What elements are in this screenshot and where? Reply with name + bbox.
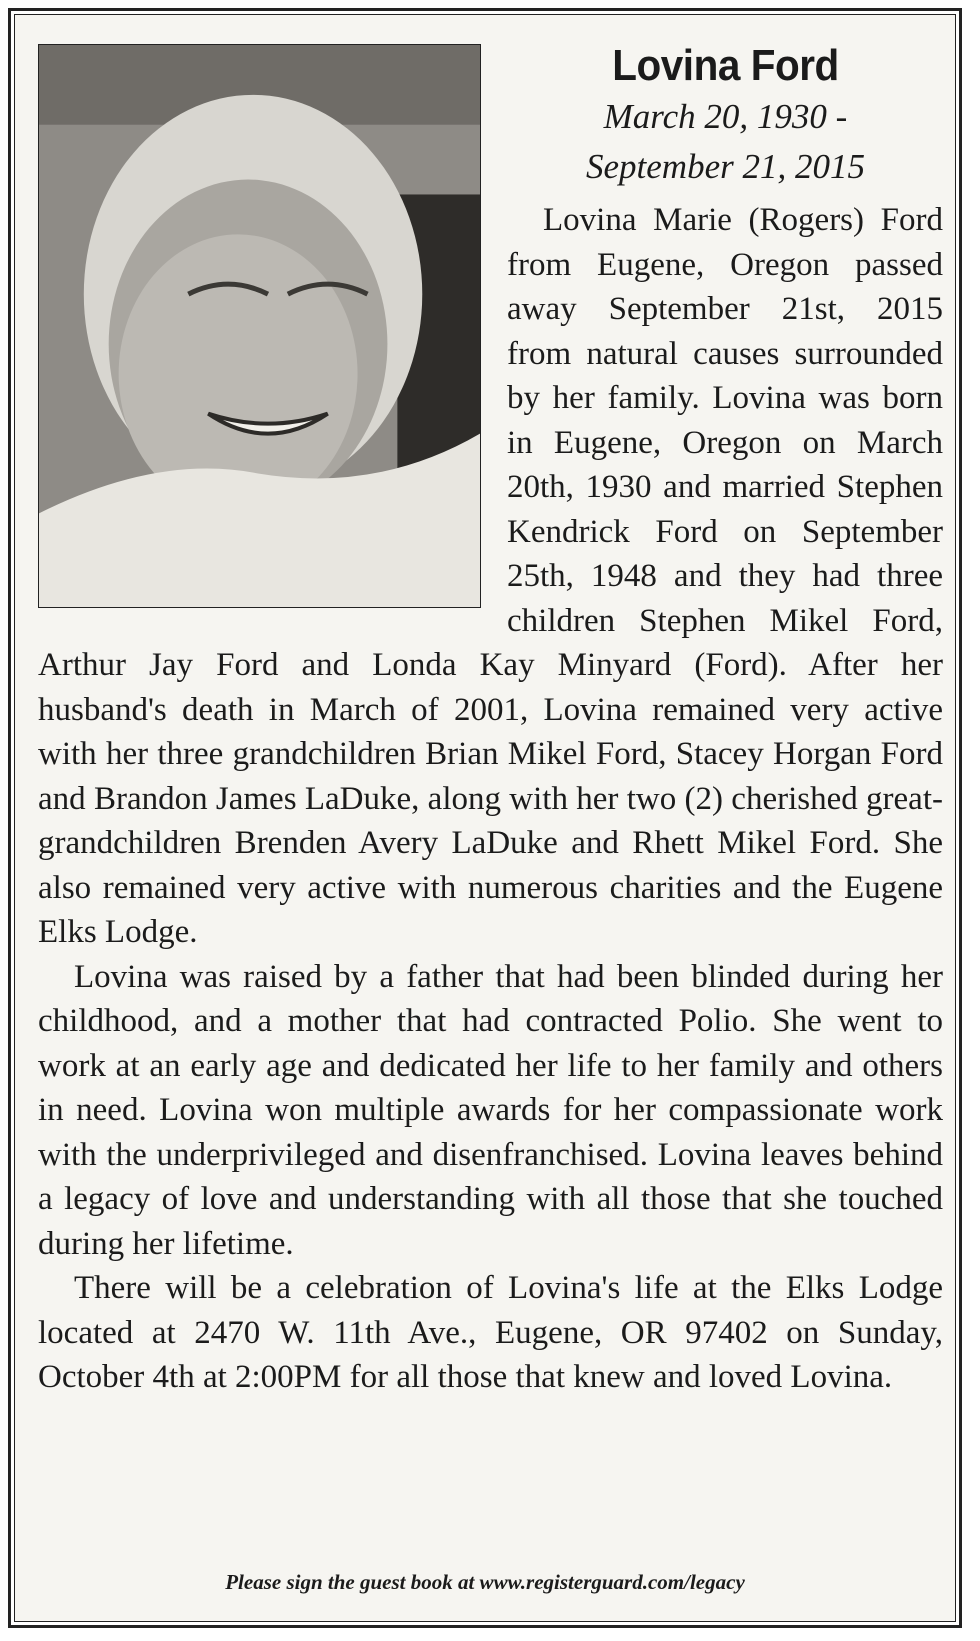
deceased-name: Lovina Ford [612,41,839,90]
birth-date: March 20, 1930 - [603,97,848,136]
paragraph-1: Lovina Marie (Rogers) Ford from Eugene, Oregon passed away September 21st, 2015 from natural causes surrounded by her family. Lovina was born in Eugene, Oregon on March 20th, 1930 and married Stephen Kendrick Ford on September 25th, 1948 and they had three children Stephen Mikel Ford, Arthur Jay Ford and Londa Kay Minyard (Ford). After her husband's death in March of 2001, Lovina remained very active with her three grandchildren Brian Mikel Ford, Stacey Horgan Ford and Brandon James LaDuke, along with her two (2) cherished great-grandchildren Brenden Avery LaDuke and Rhett Mikel Ford. She also remained very active with numerous charities and the Eugene Elks Lodge. [38,202,943,950]
paragraph-2: Lovina was raised by a father that had been blinded during her childhood, and a mother that had contracted Polio. She went to work at an early age and dedicated her life to her family and others in need. Lovina won multiple awards for her compassionate work with the underprivileged and disenfranchised. Lovina leaves behind a legacy of love and understanding with all those that she touched during her lifetime. [38,958,943,1262]
portrait-photo [38,44,481,608]
portrait-image [39,45,480,607]
guest-book-note: Please sign the guest book at www.registerguard.com/legacy [225,1570,745,1594]
death-date: September 21, 2015 [586,147,865,186]
obituary-content [38,40,943,1400]
paragraph-3: There will be a celebration of Lovina's life at the Elks Lodge located at 2470 W. 11th Ave., Eugene, OR 97402 on Sunday, October 4th at 2:00PM for all those that knew and loved Lovina. [38,1270,943,1395]
obituary-heading [508,40,943,192]
